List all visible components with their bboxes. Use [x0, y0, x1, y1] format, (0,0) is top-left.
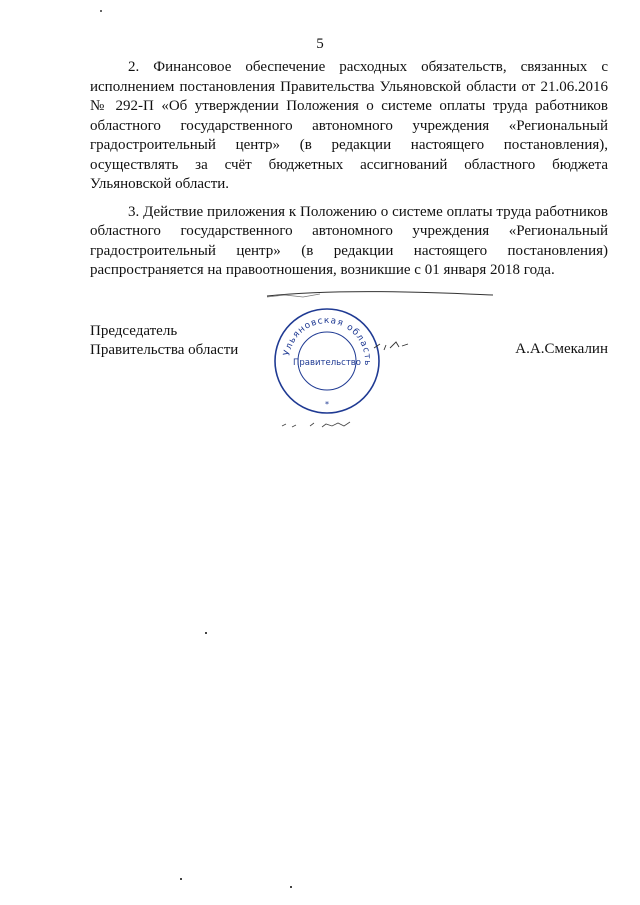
scan-dot: [180, 878, 182, 880]
body-text: [90, 58, 608, 289]
official-seal: [272, 306, 382, 416]
scan-dot: [205, 632, 207, 634]
seal-ring-text: Ульяновская область: [282, 315, 373, 367]
signature-scribble: [372, 336, 412, 356]
scan-dot: [100, 10, 102, 12]
signature-title: [90, 322, 238, 360]
paragraph-3: 3. Действие приложения к Положению о системе оплаты труда работников областного государственного автономного учреждения «Региональный градостроительный центр» (в редакции настоящего постановления) распространяется на правоотношения, возникшие с 01 января 2018 года.: [90, 203, 608, 278]
signer-name: А.А.Смекалин: [515, 341, 608, 357]
seal-center-text: Правительство: [293, 358, 361, 368]
scan-dot: [290, 886, 292, 888]
signature-title-line2: Правительства области: [90, 342, 239, 358]
page-number: 5: [316, 36, 324, 52]
signature-line: [265, 288, 495, 300]
scan-artifact: [280, 418, 360, 432]
paragraph-2: 2. Финансовое обеспечение расходных обязательств, связанных с исполнением постановления Правительства Ульяновской области от 21.06.2016 № 292-П «Об утверждении Положения о системе оплаты труда работников областного государственного автономного учреждения «Региональный градостроительный центр» (в редакции настоящего постановления), осуществлять за счёт бюджетных ассигнований областного бюджета Ульяновской области.: [90, 59, 608, 192]
svg-text:*: *: [325, 400, 329, 409]
signature-title-line1: Председатель: [90, 323, 178, 339]
